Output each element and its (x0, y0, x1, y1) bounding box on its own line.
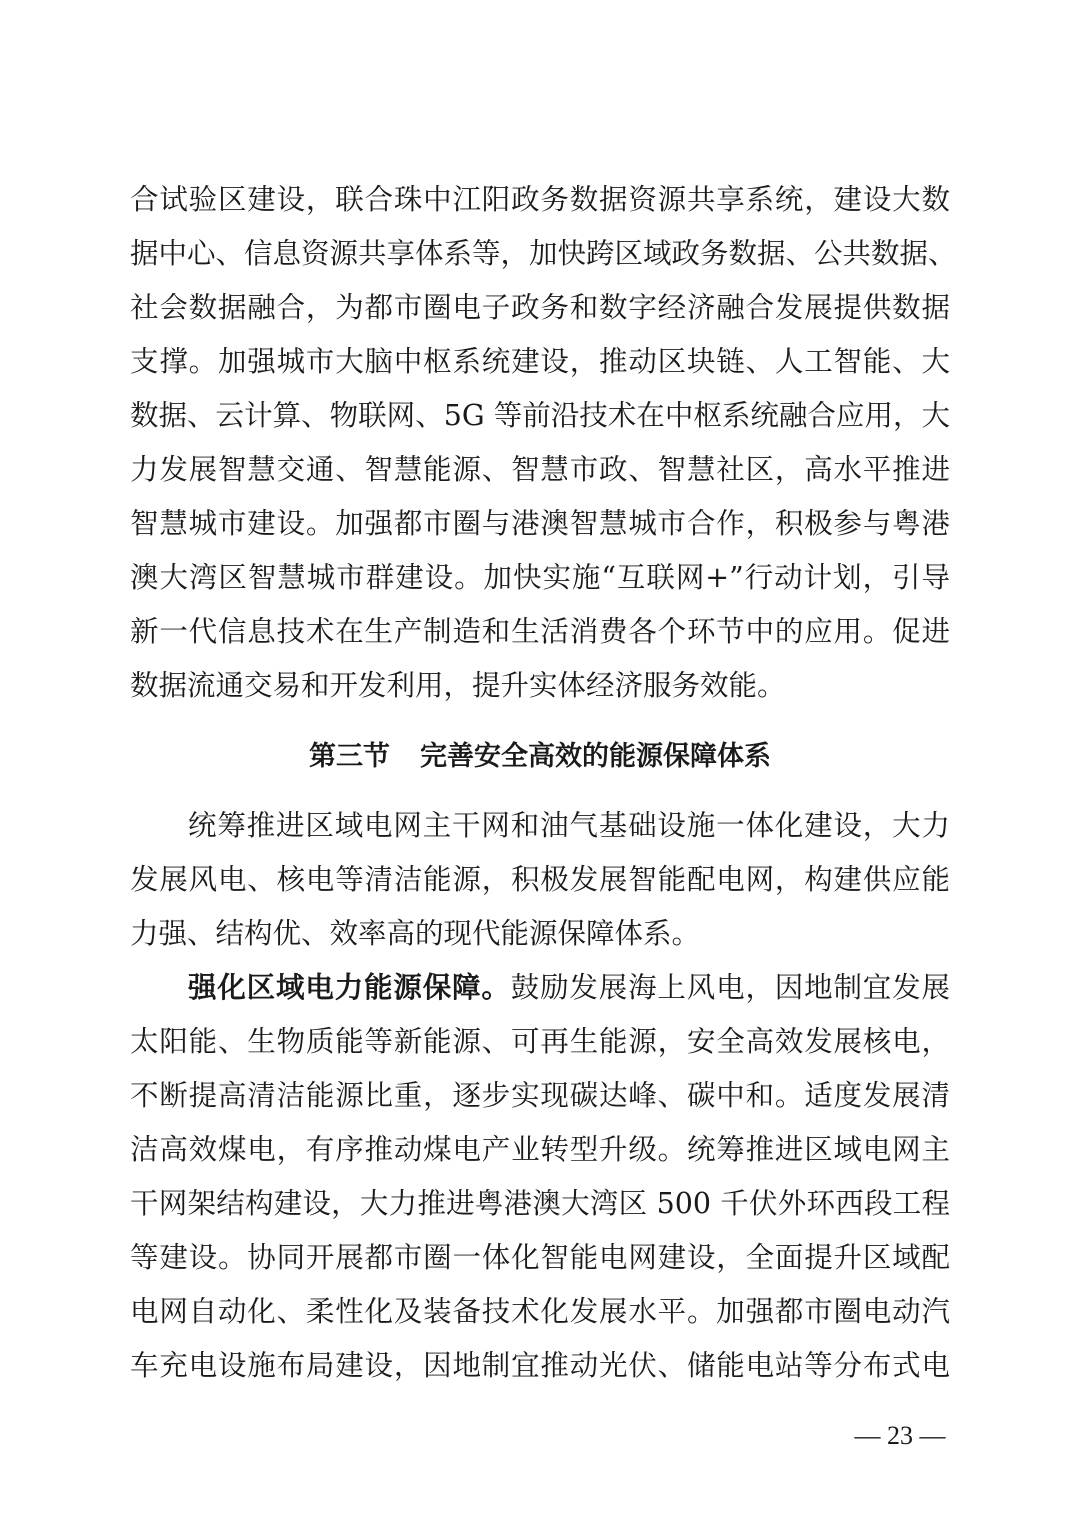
text-line: 支撑。加强城市大脑中枢系统建设，推动区块链、人工智能、大 (130, 345, 950, 378)
text-line: 不断提高清洁能源比重，逐步实现碳达峰、碳中和。适度发展清 (130, 1079, 950, 1112)
text-line: 数据流通交易和开发利用，提升实体经济服务效能。 (130, 669, 786, 702)
section-title: 完善安全高效的能源保障体系 (420, 741, 771, 772)
text-line: 数据、云计算、物联网、5G 等前沿技术在中枢系统融合应用，大 (130, 399, 950, 432)
text-line (188, 968, 950, 1008)
text-line: 力发展智慧交通、智慧能源、智慧市政、智慧社区，高水平推进 (130, 453, 950, 486)
text-line: 社会数据融合，为都市圈电子政务和数字经济融合发展提供数据 (130, 291, 950, 324)
text-line: 澳大湾区智慧城市群建设。加快实施“互联网+”行动计划，引导 (130, 561, 950, 594)
text-line: 洁高效煤电，有序推动煤电产业转型升级。统筹推进区域电网主 (130, 1133, 950, 1166)
text-line: 干网架结构建设，大力推进粤港澳大湾区 500 千伏外环西段工程 (130, 1187, 950, 1220)
text-line: 统筹推进区域电网主干网和油气基础设施一体化建设，大力 (188, 809, 950, 842)
text-line: 智慧城市建设。加强都市圈与港澳智慧城市合作，积极参与粤港 (130, 507, 950, 540)
text-line: 合试验区建设，联合珠中江阳政务数据资源共享系统，建设大数 (130, 183, 950, 216)
text-line: 据中心、信息资源共享体系等，加快跨区域政务数据、公共数据、 (130, 237, 957, 270)
text-line: 等建设。协同开展都市圈一体化智能电网建设，全面提升区域配 (130, 1241, 950, 1274)
section-heading (0, 737, 1080, 777)
text-line: 车充电设施布局建设，因地制宜推动光伏、储能电站等分布式电 (130, 1349, 950, 1382)
paragraph-lead-rest: 鼓励发展海上风电，因地制宜发展 (510, 971, 950, 1004)
page-number: — 23 — (854, 1421, 946, 1450)
section-number: 第三节 (309, 741, 390, 772)
text-line: 新一代信息技术在生产制造和生活消费各个环节中的应用。促进 (130, 615, 950, 648)
text-line: 电网自动化、柔性化及装备技术化发展水平。加强都市圈电动汽 (130, 1295, 950, 1328)
text-line: 太阳能、生物质能等新能源、可再生能源，安全高效发展核电， (130, 1025, 950, 1058)
paragraph-lead-bold: 强化区域电力能源保障。 (188, 971, 511, 1004)
text-line: 发展风电、核电等清洁能源，积极发展智能配电网，构建供应能 (130, 863, 950, 896)
text-line: 力强、结构优、效率高的现代能源保障体系。 (130, 917, 701, 950)
